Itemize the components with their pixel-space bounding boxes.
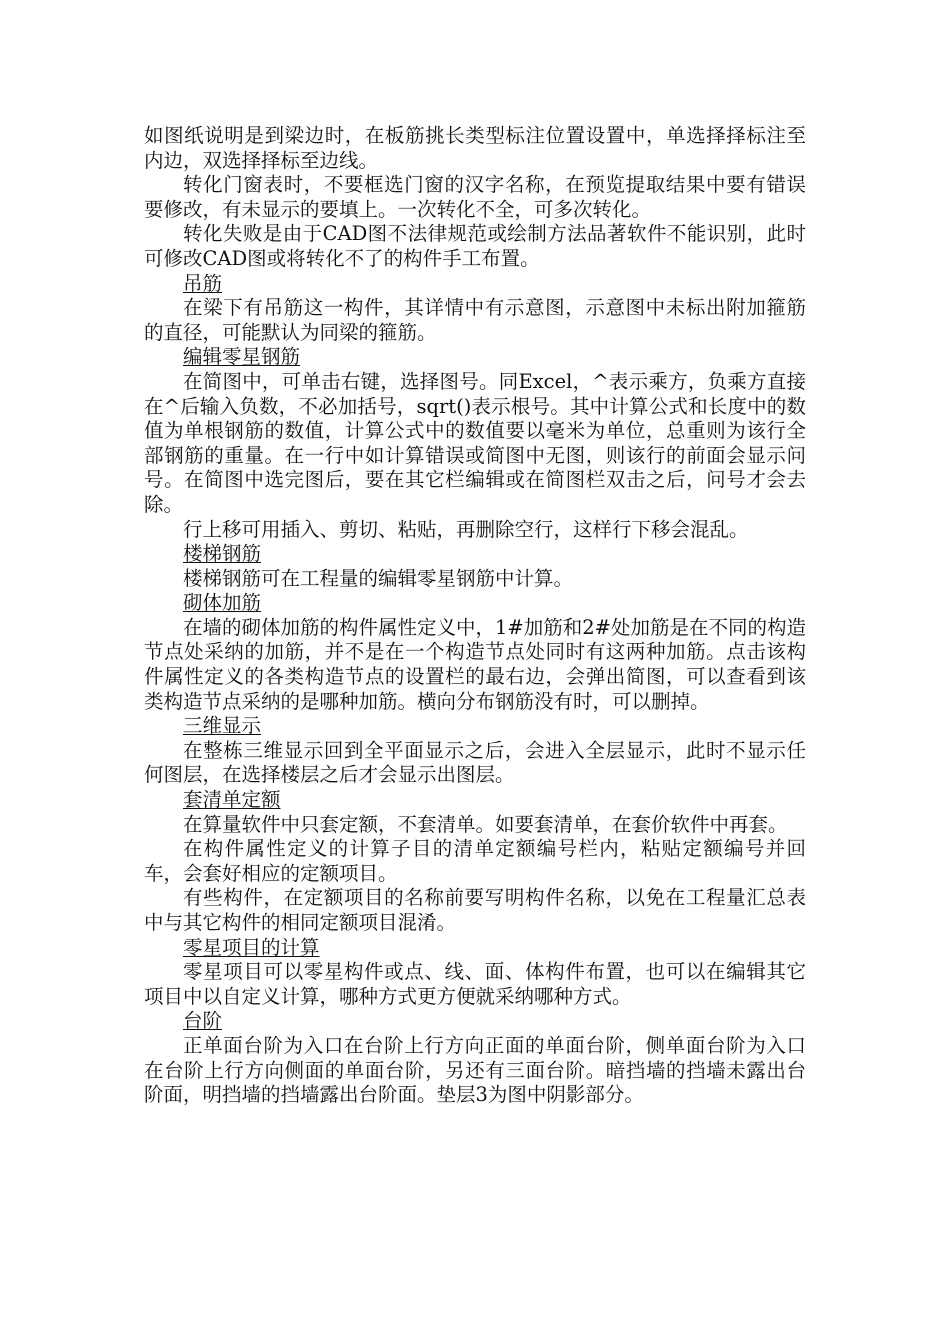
section-heading bbox=[144, 272, 806, 297]
paragraph: 在梁下有吊筋这一构件，其详情中有示意图，示意图中未标出附加箍筋的直径，可能默认为同梁的箍筋。 bbox=[144, 296, 806, 344]
section-heading bbox=[144, 1009, 806, 1034]
section-heading-text: 台阶 bbox=[183, 1009, 223, 1033]
section-heading-text: 砌体加筋 bbox=[183, 591, 262, 615]
section-heading bbox=[144, 345, 806, 370]
paragraph: 转化门窗表时，不要框选门窗的汉字名称，在预览提取结果中要有错误要修改，有未显示的要填上。一次转化不全，可多次转化。 bbox=[144, 173, 806, 221]
section-heading bbox=[144, 714, 806, 739]
paragraph: 在算量软件中只套定额，不套清单。如要套清单，在套价软件中再套。 bbox=[183, 812, 788, 836]
section-heading bbox=[144, 591, 806, 616]
section-heading bbox=[144, 936, 806, 961]
section-heading-text: 楼梯钢筋 bbox=[183, 542, 262, 566]
paragraph: 如图纸说明是到梁边时，在板筋挑长类型标注位置设置中，单选择择标注至内边，双选择择标至边线。 bbox=[144, 124, 806, 172]
paragraph: 正单面台阶为入口在台阶上行方向正面的单面台阶，侧单面台阶为入口在台阶上行方向侧面的单面台阶，另还有三面台阶。暗挡墙的挡墙未露出台阶面，明挡墙的挡墙露出台阶面。垫层3为图中阴影部分。 bbox=[144, 1033, 806, 1107]
paragraph: 在构件属性定义的计算子目的清单定额编号栏内，粘贴定额编号并回车，会套好相应的定额项目。 bbox=[144, 837, 806, 885]
paragraph: 在墙的砌体加筋的构件属性定义中，1#加筋和2#处加筋是在不同的构造节点处采纳的加筋，并不是在一个构造节点处同时有这两种加筋。点击该构件属性定义的各类构造节点的设置栏的最右边，会弹出简图，可以查看到该类构造节点采纳的是哪种加筋。横向分布钢筋没有时，可以删掉。 bbox=[144, 615, 806, 713]
paragraph: 行上移可用插入、剪切、粘贴，再删除空行，这样行下移会混乱。 bbox=[183, 517, 749, 541]
section-heading-text: 三维显示 bbox=[183, 714, 262, 738]
paragraph: 在简图中，可单击右键，选择图号。同Excel，^表示乘方，负乘方直接在^后输入负数，不必加括号，sqrt()表示根号。其中计算公式和长度中的数值为单根钢筋的数值，计算公式中的数值要以毫米为单位，总重则为该行全部钢筋的重量。在一行中如计算错误或简图中无图，则该行的前面会显示问号。在简图中选完图后，要在其它栏编辑或在简图栏双击之后，问号才会去除。 bbox=[144, 369, 806, 516]
section-heading-text: 零星项目的计算 bbox=[183, 935, 320, 959]
section-heading bbox=[144, 542, 806, 567]
paragraph: 转化失败是由于CAD图不法律规范或绘制方法品著软件不能识别，此时可修改CAD图或将转化不了的构件手工布置。 bbox=[144, 222, 806, 270]
section-heading-text: 编辑零星钢筋 bbox=[183, 345, 301, 369]
paragraph: 零星项目可以零星构件或点、线、面、体构件布置，也可以在编辑其它项目中以自定义计算，哪种方式更方便就采纳哪种方式。 bbox=[144, 960, 806, 1008]
section-heading-text: 吊筋 bbox=[183, 271, 223, 295]
paragraph: 楼梯钢筋可在工程量的编辑零星钢筋中计算。 bbox=[183, 566, 574, 590]
paragraph: 在整栋三维显示回到全平面显示之后，会进入全层显示，此时不显示任何图层，在选择楼层之后才会显示出图层。 bbox=[144, 738, 806, 787]
section-heading-text: 套清单定额 bbox=[183, 788, 281, 812]
paragraph: 有些构件，在定额项目的名称前要写明构件名称，以免在工程量汇总表中与其它构件的相同定额项目混淆。 bbox=[144, 886, 806, 934]
section-heading bbox=[144, 788, 806, 813]
document-body bbox=[144, 124, 806, 1108]
